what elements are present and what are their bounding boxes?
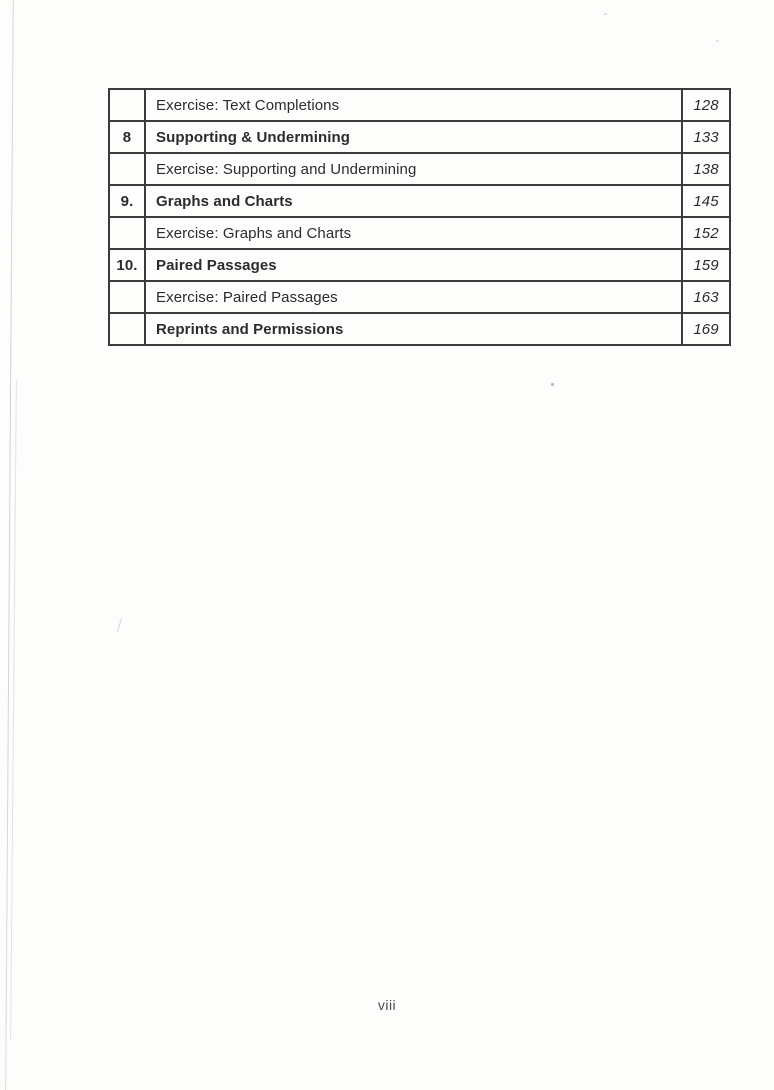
chapter-number: 8 <box>109 121 145 153</box>
entry-title: Exercise: Paired Passages <box>145 281 682 313</box>
entry-title: Exercise: Graphs and Charts <box>145 217 682 249</box>
scan-edge-line-2 <box>10 380 17 1040</box>
entry-title: Paired Passages <box>145 249 682 281</box>
chapter-number <box>109 153 145 185</box>
entry-page: 128 <box>682 89 730 121</box>
scan-speck <box>716 40 719 42</box>
scan-speck <box>604 13 607 15</box>
entry-page: 133 <box>682 121 730 153</box>
chapter-number <box>109 89 145 121</box>
scan-edge-line <box>5 0 14 1090</box>
entry-page: 159 <box>682 249 730 281</box>
table-of-contents <box>108 88 731 346</box>
toc-row <box>109 217 730 249</box>
chapter-number <box>109 313 145 345</box>
toc-row <box>109 281 730 313</box>
entry-title: Graphs and Charts <box>145 185 682 217</box>
entry-page: 152 <box>682 217 730 249</box>
toc-row <box>109 121 730 153</box>
toc-table <box>108 88 731 346</box>
toc-body <box>109 89 730 345</box>
toc-row <box>109 249 730 281</box>
toc-row <box>109 313 730 345</box>
toc-row <box>109 185 730 217</box>
page-number: viii <box>377 997 397 1013</box>
toc-row <box>109 153 730 185</box>
chapter-number: 9. <box>109 185 145 217</box>
entry-title: Supporting & Undermining <box>145 121 682 153</box>
entry-page: 138 <box>682 153 730 185</box>
scan-speck <box>551 383 554 386</box>
scan-speck <box>117 618 122 632</box>
entry-title: Reprints and Permissions <box>145 313 682 345</box>
chapter-number: 10. <box>109 249 145 281</box>
chapter-number <box>109 281 145 313</box>
toc-row <box>109 89 730 121</box>
entry-page: 169 <box>682 313 730 345</box>
entry-page: 145 <box>682 185 730 217</box>
entry-title: Exercise: Text Completions <box>145 89 682 121</box>
chapter-number <box>109 217 145 249</box>
entry-title: Exercise: Supporting and Undermining <box>145 153 682 185</box>
entry-page: 163 <box>682 281 730 313</box>
